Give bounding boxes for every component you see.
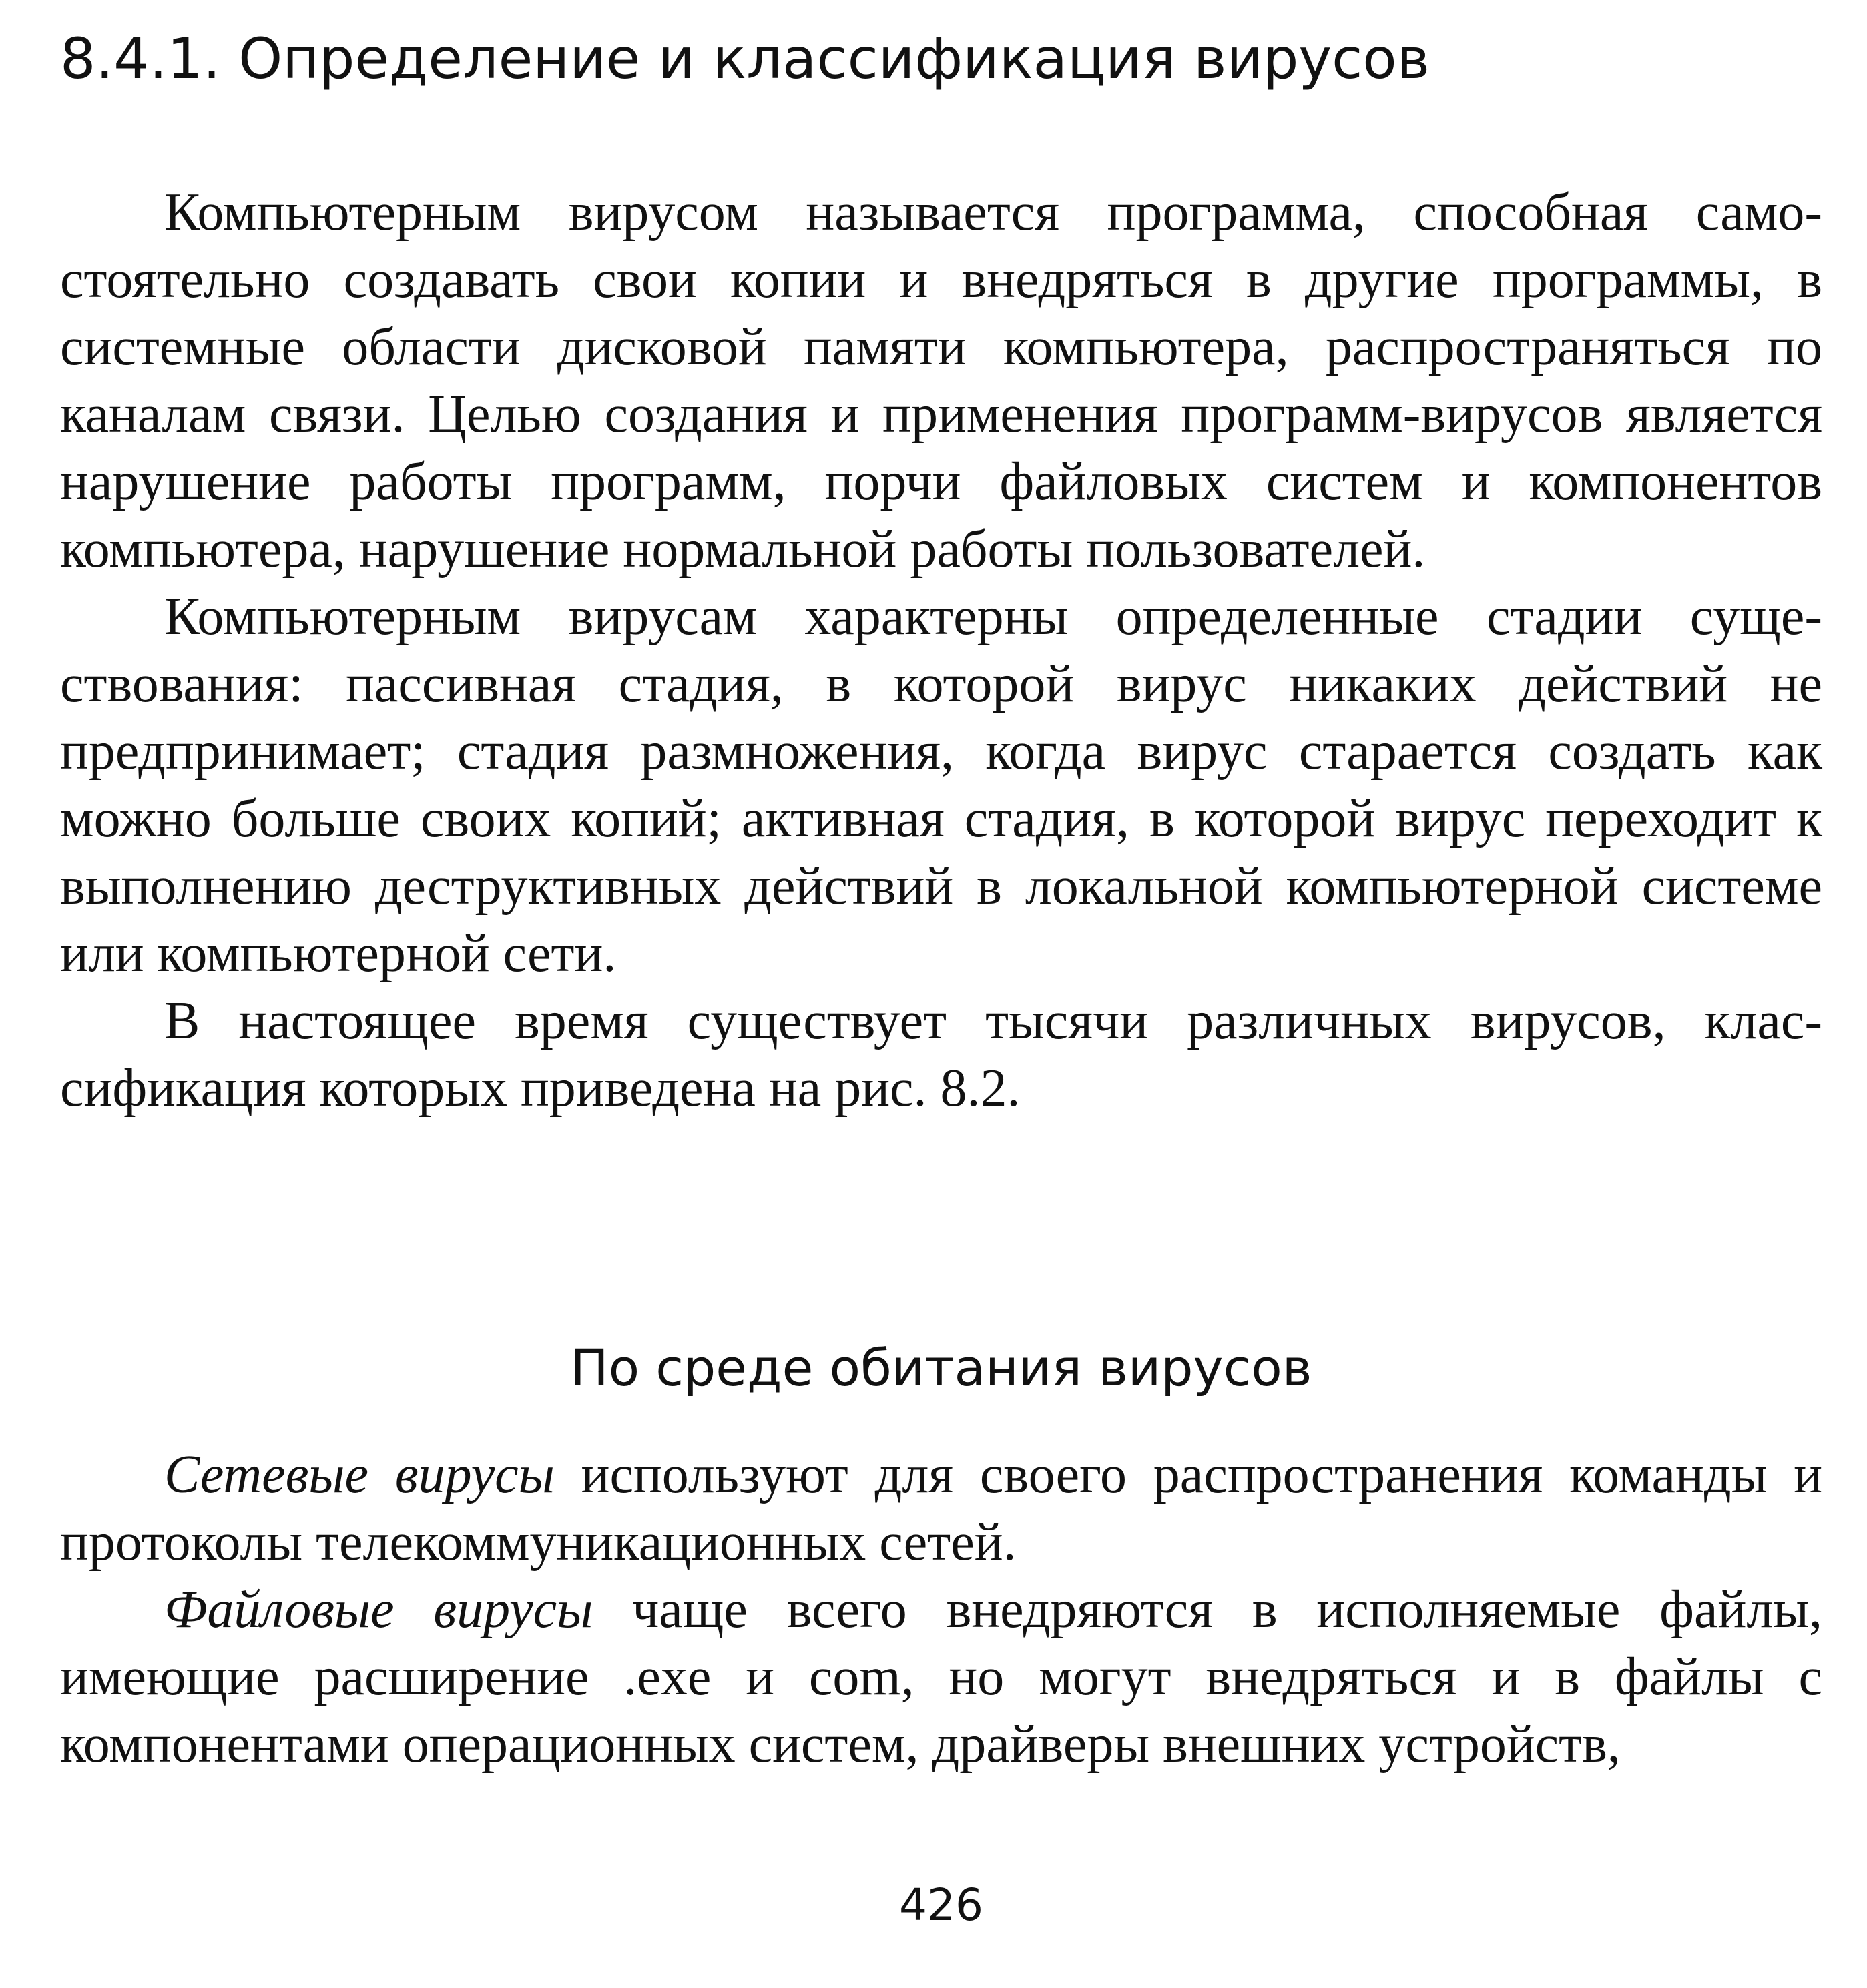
subsection-text (60, 1441, 1822, 1778)
term-file-viruses: Файловые вирусы (164, 1580, 593, 1639)
definition-file-viruses: чаще всего внедряются в исполняемые файлы, имеющие расширение .exe и com, но могут внедряться и в файлы с компонентами операционных систем, драйверы внешних устройств, (60, 1580, 1823, 1774)
paragraph-classification: В настоящее время существует тысячи различных вирусов, классификация которых приведена на рис. 8.2. (60, 992, 1822, 1118)
book-page (60, 0, 1822, 1988)
subsection-heading: По среде обитания вирусов (570, 1338, 1312, 1397)
definition-network-viruses: используют для своего распространения команды и протоколы телекоммуникационных сетей. (60, 1445, 1823, 1572)
paragraph-network-viruses (60, 1441, 1822, 1576)
section-heading: 8.4.1. Определение и классификация вирусов (60, 26, 1430, 91)
intro-text (60, 179, 1822, 1122)
page-number: 426 (899, 1879, 983, 1931)
paragraph-file-viruses (60, 1576, 1822, 1778)
term-network-viruses: Сетевые вирусы (164, 1445, 555, 1504)
paragraph-stages: Компьютерным вирусам характерны определенные стадии существования: пассивная стадия, в которой вирус никаких действий не предпринимает; стадия размножения, когда вирус старается создать как можно больше своих копий; активная стадия, в которой вирус переходит к выполнению деструктивных действий в локальной компьютерной системе или компьютерной сети. (60, 587, 1822, 983)
paragraph-definition: Компьютерным вирусом называется программа, способная самостоятельно создавать свои копии и внедряться в другие программы, в системные области дисковой памяти компьютера, распространяться по каналам связи. Целью создания и применения программ-вирусов является нарушение работы программ, порчи файловых систем и компонентов компьютера, нарушение нормальной работы пользователей. (60, 183, 1822, 579)
